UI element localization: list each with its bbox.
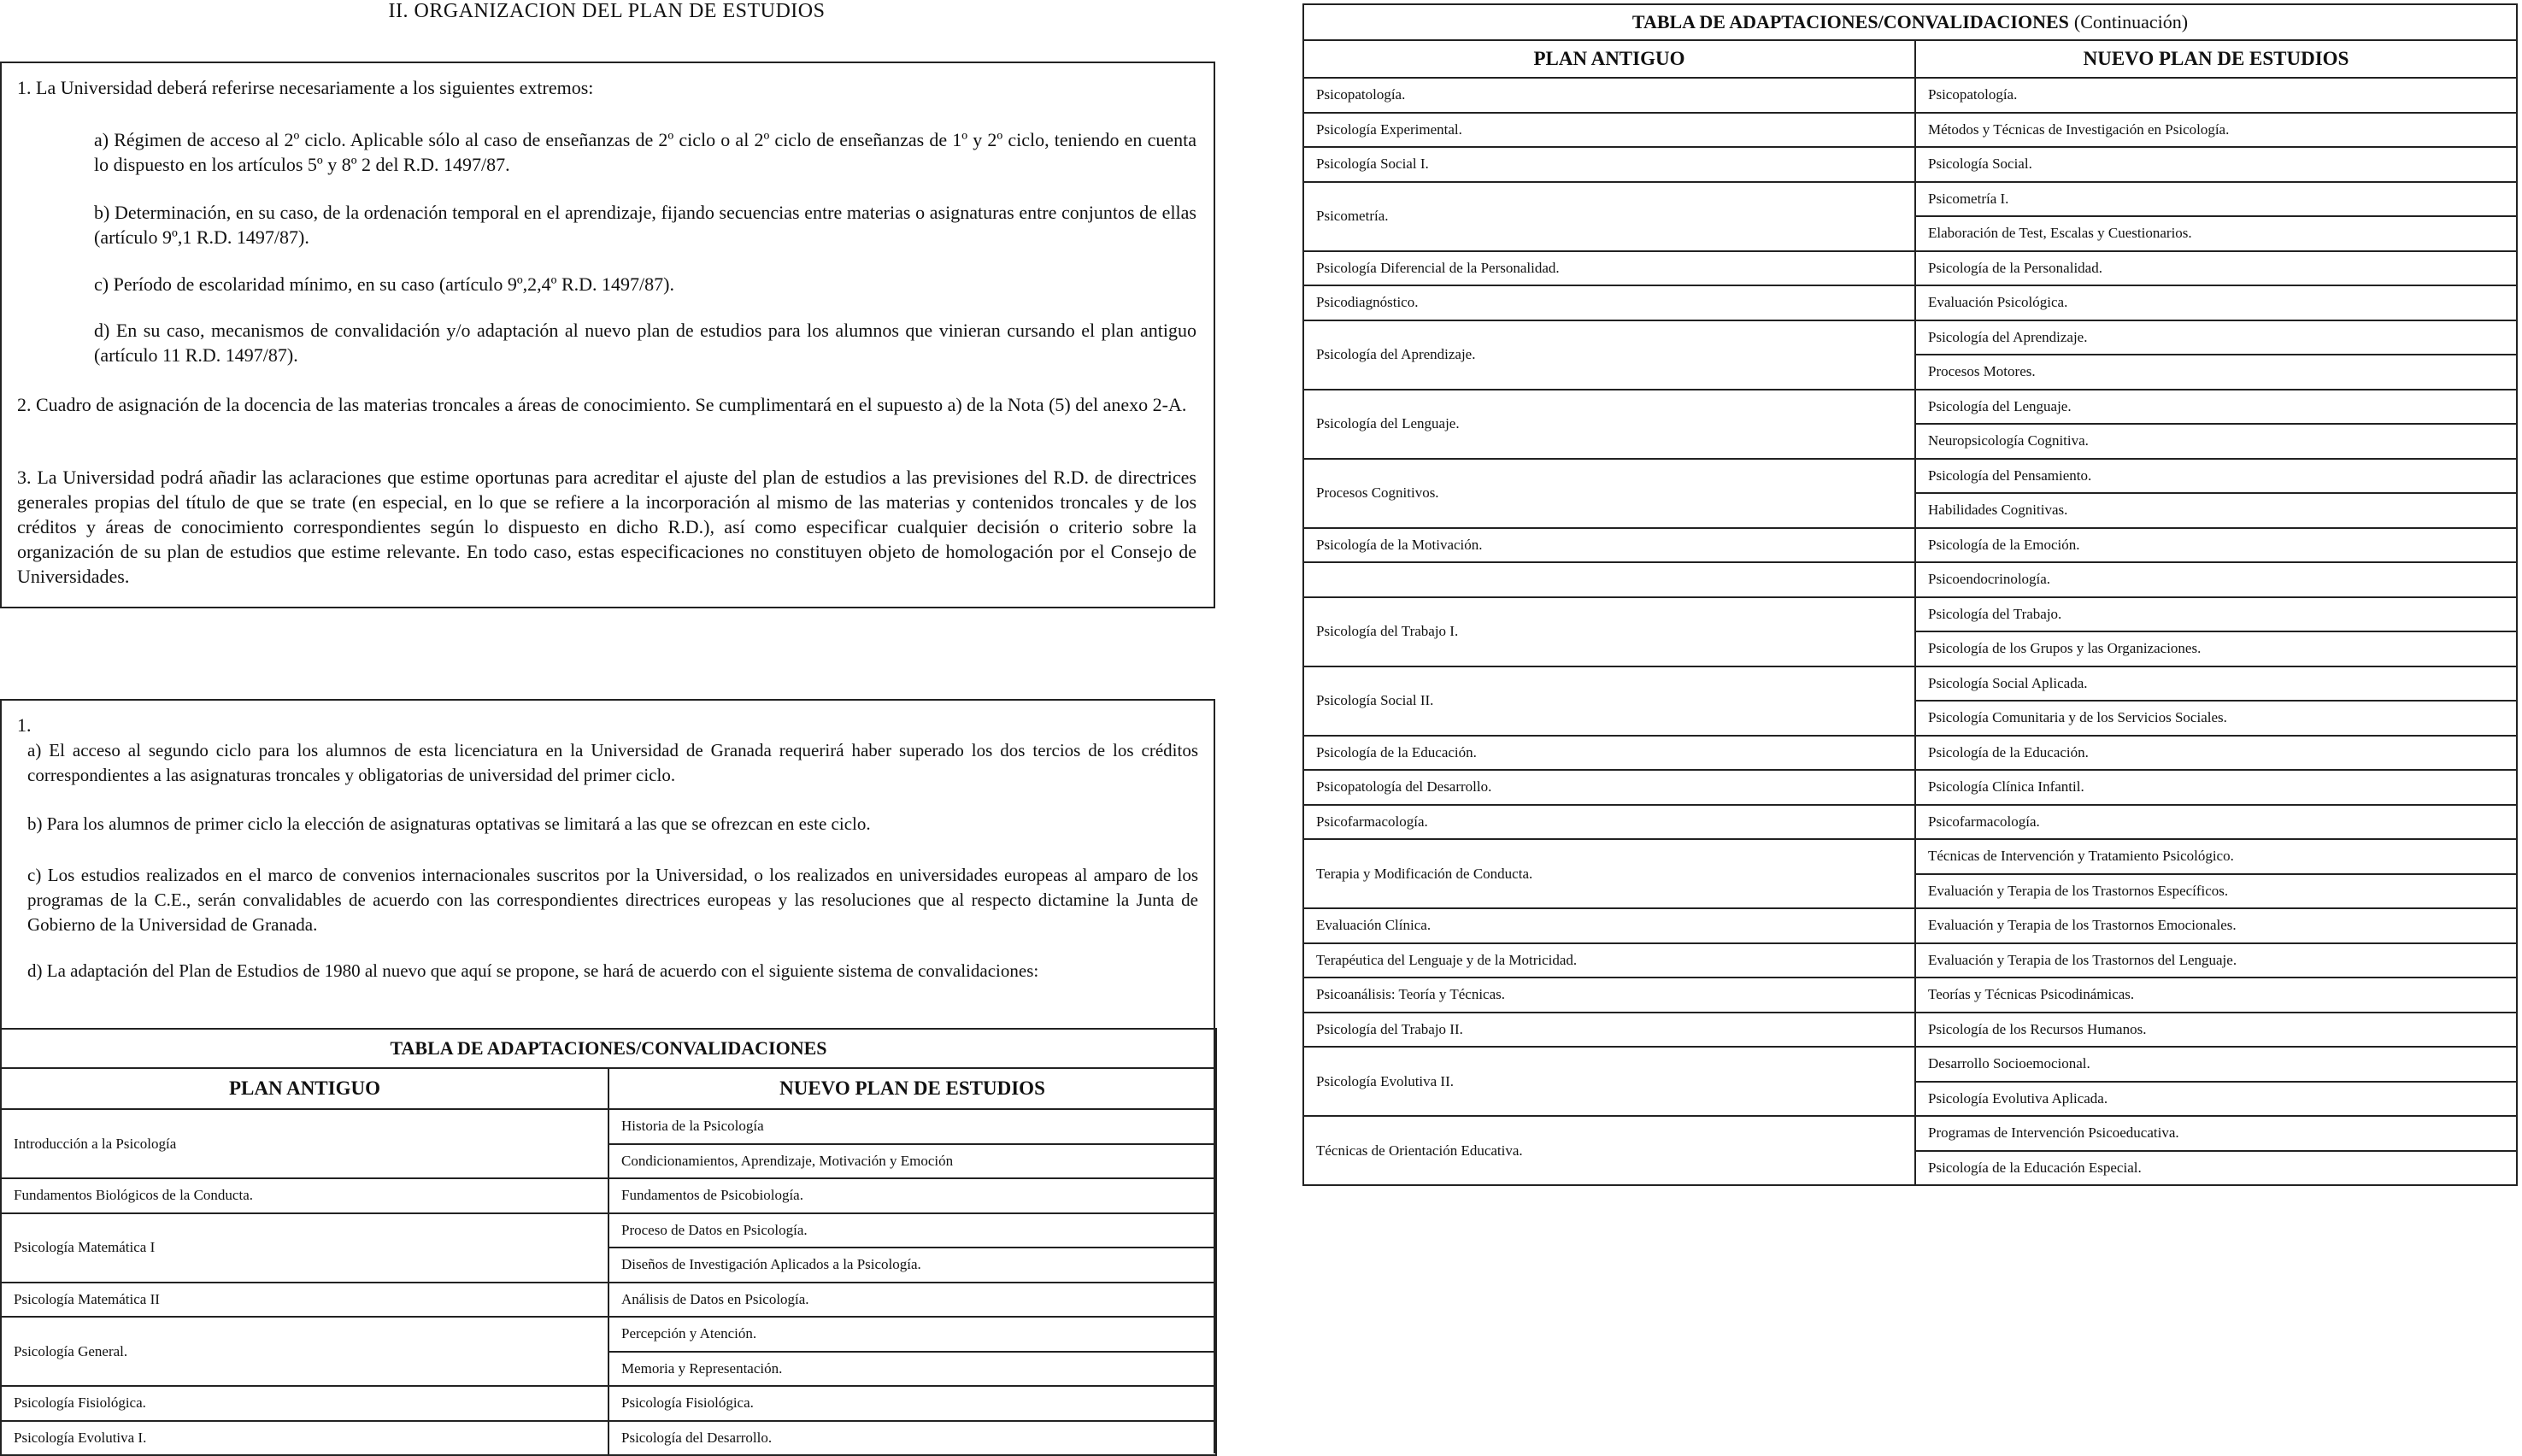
table-title-text: TABLA DE ADAPTACIONES/CONVALIDACIONES bbox=[390, 1037, 827, 1059]
old-plan-subject: Psicología de la Educación. bbox=[1303, 736, 1915, 771]
requirement-c: c) Período de escolaridad mínimo, en su caso (artículo 9º,2,4º R.D. 1497/87). bbox=[94, 273, 674, 295]
table-row bbox=[1, 1283, 1216, 1318]
new-plan-subject: Psicología Evolutiva Aplicada. bbox=[1915, 1082, 2517, 1117]
new-plan-subject: Psicología Social Aplicada. bbox=[1915, 666, 2517, 702]
old-plan-subject: Técnicas de Orientación Educativa. bbox=[1303, 1116, 1915, 1185]
column-header-new-plan: NUEVO PLAN DE ESTUDIOS bbox=[608, 1068, 1216, 1109]
new-plan-subject: Psicología Fisiológica. bbox=[608, 1386, 1216, 1421]
new-plan-subject: Evaluación y Terapia de los Trastornos Emocionales. bbox=[1915, 908, 2517, 943]
table-row bbox=[1303, 770, 2517, 805]
new-plan-subject: Psicofarmacología. bbox=[1915, 805, 2517, 840]
new-plan-subject: Desarrollo Socioemocional. bbox=[1915, 1047, 2517, 1082]
table-row bbox=[1303, 666, 2517, 702]
old-plan-subject: Psicopatología del Desarrollo. bbox=[1303, 770, 1915, 805]
table-row bbox=[1303, 182, 2517, 217]
old-plan-subject: Psicología Matemática II bbox=[1, 1283, 608, 1318]
new-plan-subject: Psicología del Desarrollo. bbox=[608, 1421, 1216, 1456]
new-plan-subject: Psicometría I. bbox=[1915, 182, 2517, 217]
old-plan-subject: Fundamentos Biológicos de la Conducta. bbox=[1, 1178, 608, 1213]
table-title-text: TABLA DE ADAPTACIONES/CONVALIDACIONES bbox=[1631, 11, 2069, 32]
new-plan-subject: Psicología de la Educación Especial. bbox=[1915, 1151, 2517, 1186]
new-plan-subject: Psicología de la Emoción. bbox=[1915, 528, 2517, 563]
new-plan-subject: Procesos Motores. bbox=[1915, 355, 2517, 390]
new-plan-subject: Psicología del Trabajo. bbox=[1915, 597, 2517, 632]
adaptations-table bbox=[0, 1028, 1217, 1456]
table-row bbox=[1, 1421, 1216, 1456]
new-plan-subject: Memoria y Representación. bbox=[608, 1352, 1216, 1387]
table-row bbox=[1303, 390, 2517, 425]
old-plan-subject: Psicología Diferencial de la Personalidad. bbox=[1303, 251, 1915, 286]
old-plan-subject: Psicología Social I. bbox=[1303, 147, 1915, 182]
table-row bbox=[1303, 562, 2517, 597]
requirement-a: a) Régimen de acceso al 2º ciclo. Aplicable sólo al caso de enseñanzas de 2º ciclo o al 2º ciclo de enseñanzas de 1º y 2º ciclo, teniendo en cuenta lo dispuesto en los artículos 5º y 8º 2 del R.D. 1497/87. bbox=[94, 129, 1196, 175]
new-plan-subject: Evaluación Psicológica. bbox=[1915, 285, 2517, 320]
old-plan-subject: Introducción a la Psicología bbox=[1, 1109, 608, 1178]
table-row bbox=[1303, 1013, 2517, 1048]
old-plan-subject: Psicología del Lenguaje. bbox=[1303, 390, 1915, 459]
old-plan-subject: Terapia y Modificación de Conducta. bbox=[1303, 839, 1915, 908]
column-header-new-plan: NUEVO PLAN DE ESTUDIOS bbox=[1915, 40, 2517, 78]
old-plan-subject: Terapéutica del Lenguaje y de la Motricidad. bbox=[1303, 943, 1915, 978]
new-plan-subject: Psicología del Pensamiento. bbox=[1915, 459, 2517, 494]
old-plan-subject: Psicofarmacología. bbox=[1303, 805, 1915, 840]
adaptations-table-continued bbox=[1302, 3, 2518, 1186]
old-plan-subject: Psicología Evolutiva I. bbox=[1, 1421, 608, 1456]
table-row bbox=[1303, 1047, 2517, 1082]
table-row bbox=[1303, 113, 2517, 148]
table-row bbox=[1303, 285, 2517, 320]
table-row bbox=[1303, 1116, 2517, 1151]
table-row bbox=[1303, 943, 2517, 978]
new-plan-subject: Evaluación y Terapia de los Trastornos del Lenguaje. bbox=[1915, 943, 2517, 978]
new-plan-subject: Psicología del Lenguaje. bbox=[1915, 390, 2517, 425]
new-plan-subject: Psicología Comunitaria y de los Servicios Sociales. bbox=[1915, 701, 2517, 736]
table-row bbox=[1, 1317, 1216, 1352]
requirement-b: b) Determinación, en su caso, de la ordenación temporal en el aprendizaje, fijando secuencias entre materias o asignaturas entre conjuntos de ellas (artículo 9º,1 R.D. 1497/87). bbox=[94, 202, 1196, 248]
table-row bbox=[1303, 320, 2517, 355]
new-plan-subject: Fundamentos de Psicobiología. bbox=[608, 1178, 1216, 1213]
old-plan-subject bbox=[1303, 562, 1915, 597]
note-d: d) La adaptación del Plan de Estudios de 1980 al nuevo que aquí se propone, se hará de acuerdo con el siguiente sistema de convalidaciones: bbox=[27, 960, 1039, 981]
old-plan-subject: Psicología del Trabajo I. bbox=[1303, 597, 1915, 666]
page-title: II. ORGANIZACION DEL PLAN DE ESTUDIOS bbox=[388, 0, 826, 22]
requirements-intro: 1. La Universidad deberá referirse necesariamente a los siguientes extremos: bbox=[17, 77, 594, 98]
table-row bbox=[1, 1178, 1216, 1213]
new-plan-subject: Psicoendocrinología. bbox=[1915, 562, 2517, 597]
new-plan-subject: Psicología de la Educación. bbox=[1915, 736, 2517, 771]
old-plan-subject: Psicología General. bbox=[1, 1317, 608, 1386]
requirement-3: 3. La Universidad podrá añadir las aclaraciones que estime oportunas para acreditar el ajuste del plan de estudios a las previsiones del R.D. de directrices generales propias del título de que se trate (en especial, en lo que se refiere a la incorporación al mismo de las materias y contenidos troncales y de los créditos y áreas de conocimiento correspondientes según lo dispuesto en dicho R.D.), así como especificar cualquier decisión o criterio sobre la organización de su plan de estudios que estime relevante. En todo caso, estas especificaciones no constituyen objeto de homologación por el Consejo de Universidades. bbox=[17, 467, 1196, 587]
old-plan-subject: Psicometría. bbox=[1303, 182, 1915, 251]
new-plan-subject: Teorías y Técnicas Psicodinámicas. bbox=[1915, 978, 2517, 1013]
column-header-old-plan: PLAN ANTIGUO bbox=[1, 1068, 608, 1109]
new-plan-subject: Diseños de Investigación Aplicados a la Psicología. bbox=[608, 1248, 1216, 1283]
old-plan-subject: Psicología Matemática I bbox=[1, 1213, 608, 1283]
column-header-old-plan: PLAN ANTIGUO bbox=[1303, 40, 1915, 78]
old-plan-subject: Psicodiagnóstico. bbox=[1303, 285, 1915, 320]
old-plan-subject: Procesos Cognitivos. bbox=[1303, 459, 1915, 528]
table-row bbox=[1, 1386, 1216, 1421]
old-plan-subject: Psicología Evolutiva II. bbox=[1303, 1047, 1915, 1116]
table-row bbox=[1303, 805, 2517, 840]
old-plan-subject: Psicología Fisiológica. bbox=[1, 1386, 608, 1421]
table-title bbox=[1, 1029, 1216, 1068]
note-a: a) El acceso al segundo ciclo para los alumnos de esta licenciatura en la Universidad de Granada requerirá haber superado los dos tercios de los créditos correspondientes a las asignaturas troncales y obligatorias de universidad del primer ciclo. bbox=[27, 740, 1198, 785]
new-plan-subject: Métodos y Técnicas de Investigación en Psicología. bbox=[1915, 113, 2517, 148]
requirement-d: d) En su caso, mecanismos de convalidación y/o adaptación al nuevo plan de estudios para los alumnos que vinieran cursando el plan antiguo (artículo 11 R.D. 1497/87). bbox=[94, 320, 1196, 366]
old-plan-subject: Psicoanálisis: Teoría y Técnicas. bbox=[1303, 978, 1915, 1013]
table-row bbox=[1303, 978, 2517, 1013]
old-plan-subject: Psicología del Aprendizaje. bbox=[1303, 320, 1915, 390]
note-b: b) Para los alumnos de primer ciclo la elección de asignaturas optativas se limitará a las que se ofrezcan en este ciclo. bbox=[27, 813, 871, 834]
old-plan-subject: Psicología del Trabajo II. bbox=[1303, 1013, 1915, 1048]
new-plan-subject: Neuropsicología Cognitiva. bbox=[1915, 424, 2517, 459]
table-row bbox=[1303, 839, 2517, 874]
requirement-2: 2. Cuadro de asignación de la docencia de las materias troncales a áreas de conocimiento. Se cumplimentará en el supuesto a) de la Nota (5) del anexo 2-A. bbox=[17, 394, 1187, 415]
table-row bbox=[1, 1213, 1216, 1248]
new-plan-subject: Psicología de los Recursos Humanos. bbox=[1915, 1013, 2517, 1048]
table-row bbox=[1303, 459, 2517, 494]
new-plan-subject: Proceso de Datos en Psicología. bbox=[608, 1213, 1216, 1248]
table-row bbox=[1303, 251, 2517, 286]
new-plan-subject: Técnicas de Intervención y Tratamiento Psicológico. bbox=[1915, 839, 2517, 874]
new-plan-subject: Psicología de los Grupos y las Organizaciones. bbox=[1915, 631, 2517, 666]
table-title-suffix: (Continuación) bbox=[2073, 11, 2189, 32]
table-row bbox=[1, 1109, 1216, 1144]
note-c: c) Los estudios realizados en el marco de convenios internacionales suscritos por la Universidad, o los realizados en universidades europeas al amparo de los programas de la C.E., serán convalidables de acuerdo con las correspondientes directrices europeas y las resoluciones que al respecto dictamine la Junta de Gobierno de la Universidad de Granada. bbox=[27, 865, 1198, 935]
requirements-box bbox=[0, 62, 1215, 608]
new-plan-subject: Elaboración de Test, Escalas y Cuestionarios. bbox=[1915, 216, 2517, 251]
new-plan-subject: Historia de la Psicología bbox=[608, 1109, 1216, 1144]
notes-number: 1. bbox=[17, 714, 32, 736]
new-plan-subject: Psicología del Aprendizaje. bbox=[1915, 320, 2517, 355]
table-row bbox=[1303, 78, 2517, 113]
new-plan-subject: Psicología Social. bbox=[1915, 147, 2517, 182]
new-plan-subject: Psicología de la Personalidad. bbox=[1915, 251, 2517, 286]
table-row bbox=[1303, 147, 2517, 182]
old-plan-subject: Psicología Social II. bbox=[1303, 666, 1915, 736]
old-plan-subject: Evaluación Clínica. bbox=[1303, 908, 1915, 943]
table-row bbox=[1303, 908, 2517, 943]
table-title bbox=[1303, 4, 2517, 40]
table-row bbox=[1303, 736, 2517, 771]
new-plan-subject: Análisis de Datos en Psicología. bbox=[608, 1283, 1216, 1318]
old-plan-subject: Psicología Experimental. bbox=[1303, 113, 1915, 148]
table-row bbox=[1303, 528, 2517, 563]
new-plan-subject: Condicionamientos, Aprendizaje, Motivación y Emoción bbox=[608, 1144, 1216, 1179]
new-plan-subject: Habilidades Cognitivas. bbox=[1915, 493, 2517, 528]
table-row bbox=[1303, 597, 2517, 632]
old-plan-subject: Psicopatología. bbox=[1303, 78, 1915, 113]
new-plan-subject: Percepción y Atención. bbox=[608, 1317, 1216, 1352]
old-plan-subject: Psicología de la Motivación. bbox=[1303, 528, 1915, 563]
new-plan-subject: Psicopatología. bbox=[1915, 78, 2517, 113]
new-plan-subject: Evaluación y Terapia de los Trastornos Específicos. bbox=[1915, 874, 2517, 909]
new-plan-subject: Psicología Clínica Infantil. bbox=[1915, 770, 2517, 805]
new-plan-subject: Programas de Intervención Psicoeducativa. bbox=[1915, 1116, 2517, 1151]
